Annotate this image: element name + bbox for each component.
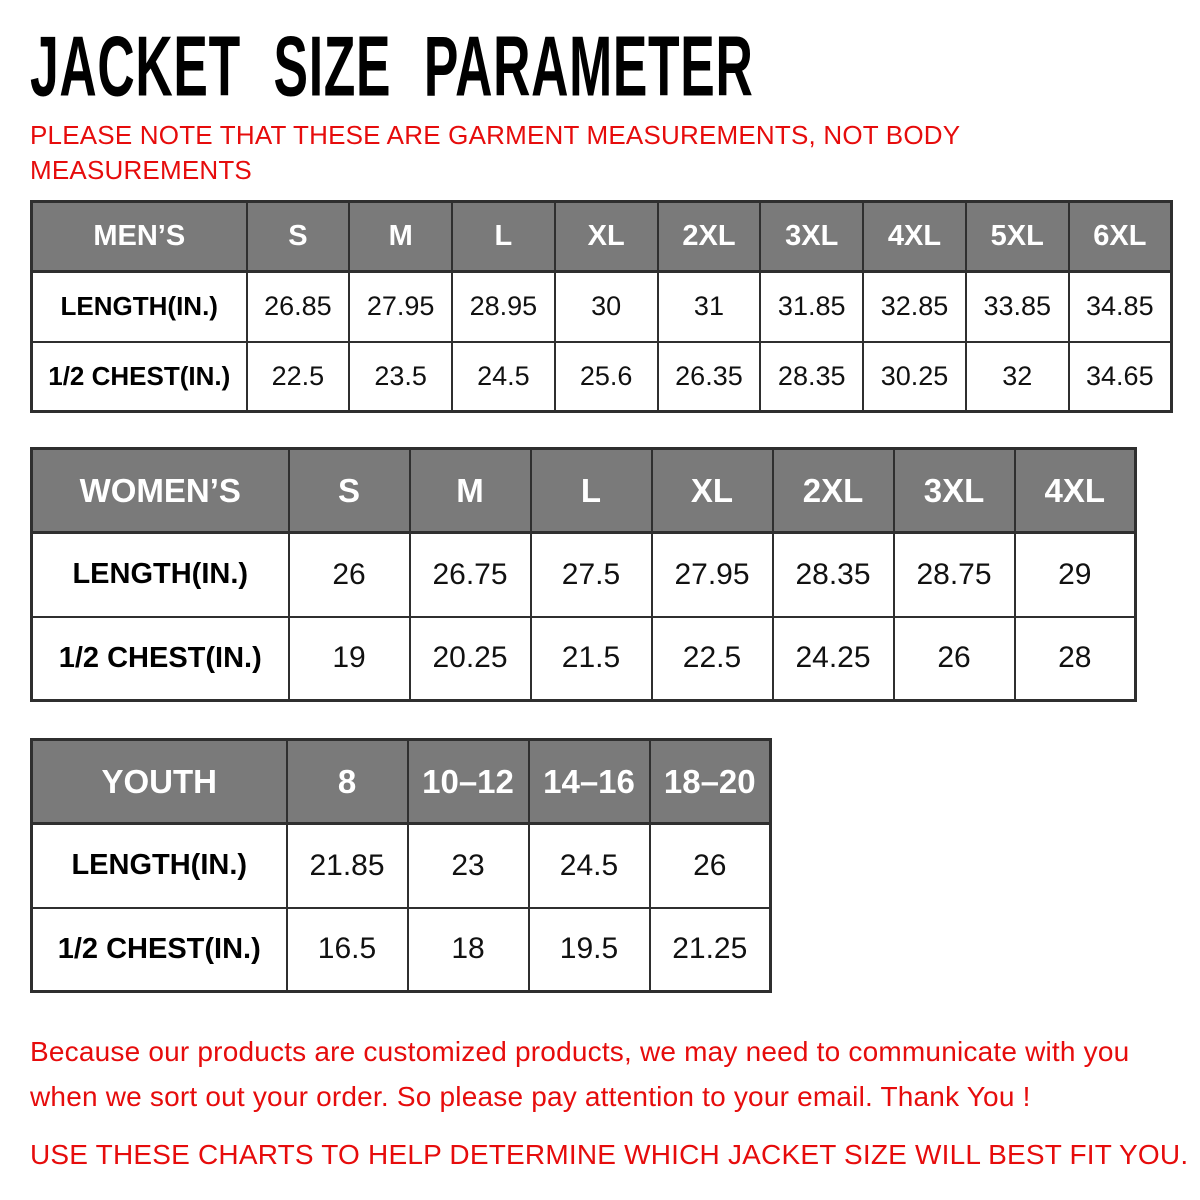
measurement-value: 34.65	[1069, 342, 1172, 412]
measurement-value: 18	[408, 908, 529, 992]
measurement-value: 30.25	[863, 342, 966, 412]
measurement-value: 28.35	[773, 533, 894, 617]
note-line-2: MEASUREMENTS	[30, 155, 252, 185]
measurement-value: 30	[555, 272, 658, 342]
womens-size-header: 4XL	[1015, 449, 1136, 533]
measurement-value: 16.5	[287, 908, 408, 992]
customization-communication-note	[30, 1029, 1190, 1119]
womens-size-header: M	[410, 449, 531, 533]
row-label: 1/2 CHEST(IN.)	[32, 908, 287, 992]
youth-measurement-row	[32, 908, 771, 992]
mens-size-header: 2XL	[658, 202, 761, 272]
row-label: 1/2 CHEST(IN.)	[32, 342, 247, 412]
youth-size-header: 8	[287, 740, 408, 824]
measurement-value: 23	[408, 824, 529, 908]
measurement-value: 20.25	[410, 617, 531, 701]
measurement-value: 19.5	[529, 908, 650, 992]
measurement-value: 33.85	[966, 272, 1069, 342]
womens-table-title: WOMEN’S	[32, 449, 289, 533]
measurement-value: 31	[658, 272, 761, 342]
measurement-value: 34.85	[1069, 272, 1172, 342]
youth-size-header: 18–20	[650, 740, 771, 824]
row-label: LENGTH(IN.)	[32, 824, 287, 908]
chart-usage-note: USE THESE CHARTS TO HELP DETERMINE WHICH JACKET SIZE WILL BEST FIT YOU.	[30, 1139, 1189, 1170]
womens-measurement-row	[32, 533, 1136, 617]
mens-size-header: 4XL	[863, 202, 966, 272]
measurement-value: 26.75	[410, 533, 531, 617]
measurement-value: 24.25	[773, 617, 894, 701]
womens-size-header: XL	[652, 449, 773, 533]
footer-line-1: Because our products are customized products, we may need to communicate with you	[30, 1036, 1130, 1067]
measurement-value: 24.5	[452, 342, 555, 412]
row-label: LENGTH(IN.)	[32, 533, 289, 617]
garment-measurement-note	[30, 118, 1200, 188]
measurement-value: 32	[966, 342, 1069, 412]
footer-line-2: when we sort out your order. So please pay attention to your email. Thank You !	[30, 1081, 1031, 1112]
row-label: 1/2 CHEST(IN.)	[32, 617, 289, 701]
measurement-value: 24.5	[529, 824, 650, 908]
measurement-value: 26	[650, 824, 771, 908]
measurement-value: 23.5	[349, 342, 452, 412]
measurement-value: 26.35	[658, 342, 761, 412]
womens-size-header: L	[531, 449, 652, 533]
mens-size-header: 3XL	[760, 202, 863, 272]
mens-size-header: S	[247, 202, 350, 272]
mens-size-header: 6XL	[1069, 202, 1172, 272]
measurement-value: 26.85	[247, 272, 350, 342]
youth-size-header: 10–12	[408, 740, 529, 824]
measurement-value: 27.95	[652, 533, 773, 617]
measurement-value: 31.85	[760, 272, 863, 342]
measurement-value: 25.6	[555, 342, 658, 412]
womens-header-row	[32, 449, 1136, 533]
mens-size-header: XL	[555, 202, 658, 272]
measurement-value: 19	[289, 617, 410, 701]
mens-size-header: 5XL	[966, 202, 1069, 272]
youth-measurement-row	[32, 824, 771, 908]
mens-table-title: MEN’S	[32, 202, 247, 272]
womens-size-header: 2XL	[773, 449, 894, 533]
measurement-value: 28.95	[452, 272, 555, 342]
youth-table-title: YOUTH	[32, 740, 287, 824]
measurement-value: 28.35	[760, 342, 863, 412]
mens-size-header: L	[452, 202, 555, 272]
measurement-value: 27.95	[349, 272, 452, 342]
measurement-value: 26	[894, 617, 1015, 701]
measurement-value: 27.5	[531, 533, 652, 617]
womens-measurement-row	[32, 617, 1136, 701]
mens-measurement-row	[32, 272, 1172, 342]
note-line-1: PLEASE NOTE THAT THESE ARE GARMENT MEASUREMENTS, NOT BODY	[30, 120, 961, 150]
measurement-value: 26	[289, 533, 410, 617]
measurement-value: 21.25	[650, 908, 771, 992]
youth-header-row	[32, 740, 771, 824]
measurement-value: 32.85	[863, 272, 966, 342]
row-label: LENGTH(IN.)	[32, 272, 247, 342]
mens-measurement-row	[32, 342, 1172, 412]
measurement-value: 22.5	[247, 342, 350, 412]
mens-header-row	[32, 202, 1172, 272]
page-title: JACKET SIZE PARAMETER	[30, 19, 754, 115]
measurement-value: 28.75	[894, 533, 1015, 617]
youth-size-header: 14–16	[529, 740, 650, 824]
womens-size-header: 3XL	[894, 449, 1015, 533]
measurement-value: 21.85	[287, 824, 408, 908]
measurement-value: 22.5	[652, 617, 773, 701]
youth-size-table	[30, 738, 772, 993]
measurement-value: 21.5	[531, 617, 652, 701]
measurement-value: 29	[1015, 533, 1136, 617]
measurement-value: 28	[1015, 617, 1136, 701]
mens-size-header: M	[349, 202, 452, 272]
womens-size-header: S	[289, 449, 410, 533]
mens-size-table	[30, 200, 1173, 413]
womens-size-table	[30, 447, 1137, 702]
